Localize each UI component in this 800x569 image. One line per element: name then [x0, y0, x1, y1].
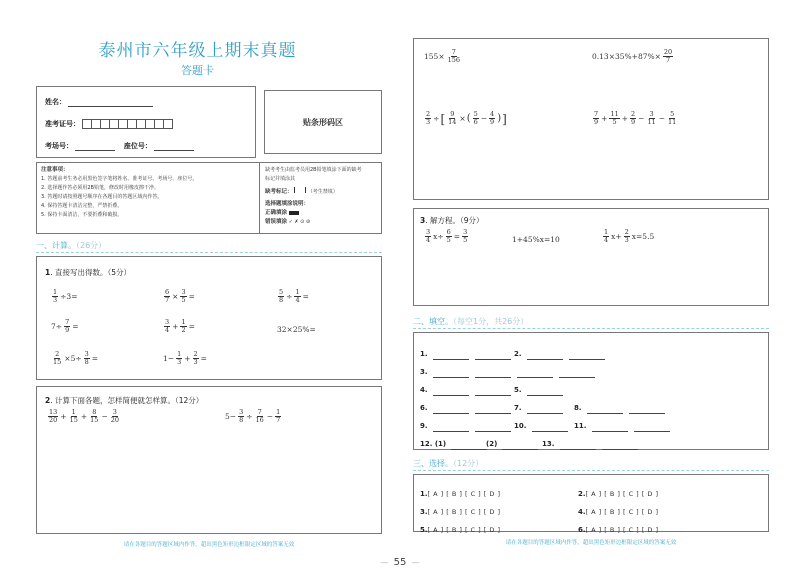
wrong-label: 错误填涂	[265, 219, 288, 225]
room-field[interactable]	[75, 142, 115, 151]
notes-box	[36, 162, 382, 234]
student-info-box	[36, 86, 256, 158]
blank-field[interactable]	[602, 441, 638, 450]
q2-expression-2: 5− $\frac{3}{8}$ ÷ $\frac{7}{16}$ − $\frac{1}{7}$	[225, 408, 281, 424]
q2-number: 2	[45, 396, 51, 405]
blank-row-1: 1.	[420, 341, 517, 360]
blank-row-5: 9.	[420, 413, 517, 432]
seat-field[interactable]	[154, 142, 194, 151]
blank-field[interactable]	[451, 441, 487, 450]
blank-row-4: 6.	[420, 395, 517, 414]
section1-header: 一、计算。（26分）	[36, 241, 107, 250]
q2-prompt: . 计算下面各题，怎样简便就怎样算。（12分）	[50, 396, 204, 405]
name-label: 姓名：	[45, 98, 66, 106]
q3-answer-box[interactable]	[413, 208, 769, 306]
fill-blank-box	[413, 332, 769, 450]
q1-item-5: $\frac{3}{4}$ + $\frac{1}{2}$ =	[165, 318, 195, 334]
blank-field[interactable]	[560, 441, 596, 450]
choice-row[interactable]: 5.[ A ] [ B ] [ C ] [ D ]	[420, 526, 500, 534]
note-line: 1. 答题前考生务必用黑色签字笔将姓名、准考证号、考场号、座位号。	[41, 176, 198, 182]
blank-row-5c: 11.	[574, 413, 676, 432]
wrong-fill-icon: ✓ ✗ ⊙ ⊘	[288, 219, 311, 225]
sample-title: 选择题填涂说明：	[265, 201, 310, 207]
blank-field[interactable]	[502, 441, 538, 450]
q2-expression-5: $\frac{2}{3}$ ÷ [ $\frac{9}{14}$ × ( $\frac{5}{6}$ − $\frac{4}{9}$ ) ]	[426, 110, 507, 126]
q2-expression-4: 0.13×35%+87%× $\frac{20}{7}$	[592, 48, 673, 64]
q1-number: 1	[45, 268, 51, 277]
blank-row-4c: 8.	[574, 395, 671, 414]
blank-row-6: 12. (1)	[420, 431, 493, 450]
q3-equation-2: 1+45%x=10	[512, 235, 560, 244]
absent-instruction-2: 标记并填涂其	[265, 176, 296, 182]
absent-label: 缺考标记：	[265, 189, 293, 195]
choice-row[interactable]: 3.[ A ] [ B ] [ C ] [ D ]	[420, 508, 500, 516]
blank-row-3: 4.	[420, 377, 517, 396]
barcode-label: 贴条形码区	[303, 118, 343, 127]
exam-title: 泰州市六年级上期末真题	[98, 41, 297, 61]
footer-warning-right: 请在各题目的答题区域内作答，超出黑色矩形边框限定区域的答案无效	[505, 540, 677, 546]
q1-item-3: $\frac{5}{8}$ ÷ $\frac{1}{4}$ =	[279, 288, 309, 304]
note-line: 2. 选择题作答必须用2B铅笔，修改时用橡皮擦干净。	[41, 185, 159, 191]
q1-item-2: $\frac{6}{7}$ × $\frac{3}{5}$ =	[165, 288, 195, 304]
absent-instruction-1: 缺考考生由监考员用2B铅笔填涂下面的缺考	[265, 167, 362, 173]
q3-prompt: . 解方程。（9分）	[425, 216, 484, 225]
q3-equation-3: $\frac{1}{4}$ x+ $\frac{2}{3}$ x=5.5	[604, 228, 655, 244]
correct-label: 正确填涂	[265, 210, 288, 216]
blank-row-2: 3.	[420, 359, 601, 378]
note-line: 5. 保持卡面清洁，不要折叠和破损。	[41, 212, 123, 218]
ticket-label: 准考证号：	[45, 120, 80, 128]
q1-item-1: $\frac{1}{3}$ ÷3=	[53, 288, 78, 304]
page-number: — 55 —	[380, 557, 420, 568]
q3-number: 3	[420, 216, 426, 225]
q3-equation-1: $\frac{3}{4}$ x÷ $\frac{6}{5}$ = $\frac{3}{5}$	[426, 228, 468, 244]
q2-answer-box[interactable]	[36, 386, 382, 534]
q1-item-6: 32×25%=	[277, 325, 316, 334]
q2-expression-3: 155× $\frac{7}{156}$	[424, 48, 461, 64]
blank-row-6b: (2)	[486, 431, 544, 450]
seat-label: 座位号：	[123, 142, 152, 150]
choice-row[interactable]: 1.[ A ] [ B ] [ C ] [ D ]	[420, 490, 500, 498]
choice-row[interactable]: 6.[ A ] [ B ] [ C ] [ D ]	[578, 526, 658, 534]
room-label: 考场号：	[45, 142, 73, 150]
notes-title: 注意事项：	[41, 167, 69, 173]
q1-item-8: 1− $\frac{1}{3}$ + $\frac{2}{3}$ =	[163, 350, 207, 366]
absent-hint: （考生禁填）	[307, 189, 338, 195]
q1-item-4: 7÷ $\frac{7}{9}$ =	[51, 318, 79, 334]
ticket-number-grid[interactable]	[82, 119, 172, 129]
choice-row[interactable]: 4.[ A ] [ B ] [ C ] [ D ]	[578, 508, 658, 516]
multiple-choice-box	[413, 474, 769, 532]
q2-expression-1: $\frac{13}{20}$ + $\frac{1}{15}$ + $\frac{8}{15}$ − $\frac{3}{20}$	[49, 408, 120, 424]
choice-row[interactable]: 2.[ A ] [ B ] [ C ] [ D ]	[578, 490, 658, 498]
blank-row-3b: 5.	[514, 377, 569, 396]
q1-answer-box[interactable]	[36, 256, 382, 380]
section3-header: 三、选择。（12分）	[413, 459, 484, 468]
section2-header: 二、填空。（每空1分，共26分）	[413, 317, 529, 326]
q1-prompt: . 直接写出得数。（5分）	[50, 268, 132, 277]
note-line: 3. 答题时请按照题号顺序在各题目的答题区域内作答。	[41, 194, 163, 200]
blank-row-5b: 10.	[514, 413, 574, 432]
absent-checkbox[interactable]	[294, 187, 306, 193]
exam-subtitle: 答题卡	[181, 64, 214, 77]
correct-fill-icon	[289, 211, 299, 215]
blank-row-1b: 2.	[514, 341, 611, 360]
footer-warning-left: 请在各题目的答题区域内作答，超出黑色矩形边框限定区域的答案无效	[123, 542, 295, 548]
note-line: 4. 保持答题卡清洁完整，严禁折叠。	[41, 203, 123, 209]
blank-row-4b: 7.	[514, 395, 569, 414]
blank-row-6c: 13.	[542, 431, 644, 450]
barcode-area	[264, 90, 382, 154]
q2-continued-box[interactable]	[413, 38, 769, 200]
q2-expression-6: $\frac{7}{9}$ + $\frac{11}{5}$ + $\frac{2}{9}$ − $\frac{3}{11}$ − $\frac{5}{11}$	[594, 110, 677, 126]
name-field[interactable]	[68, 98, 153, 107]
q1-item-7: $\frac{2}{15}$ ×5÷ $\frac{3}{8}$ =	[53, 350, 99, 366]
